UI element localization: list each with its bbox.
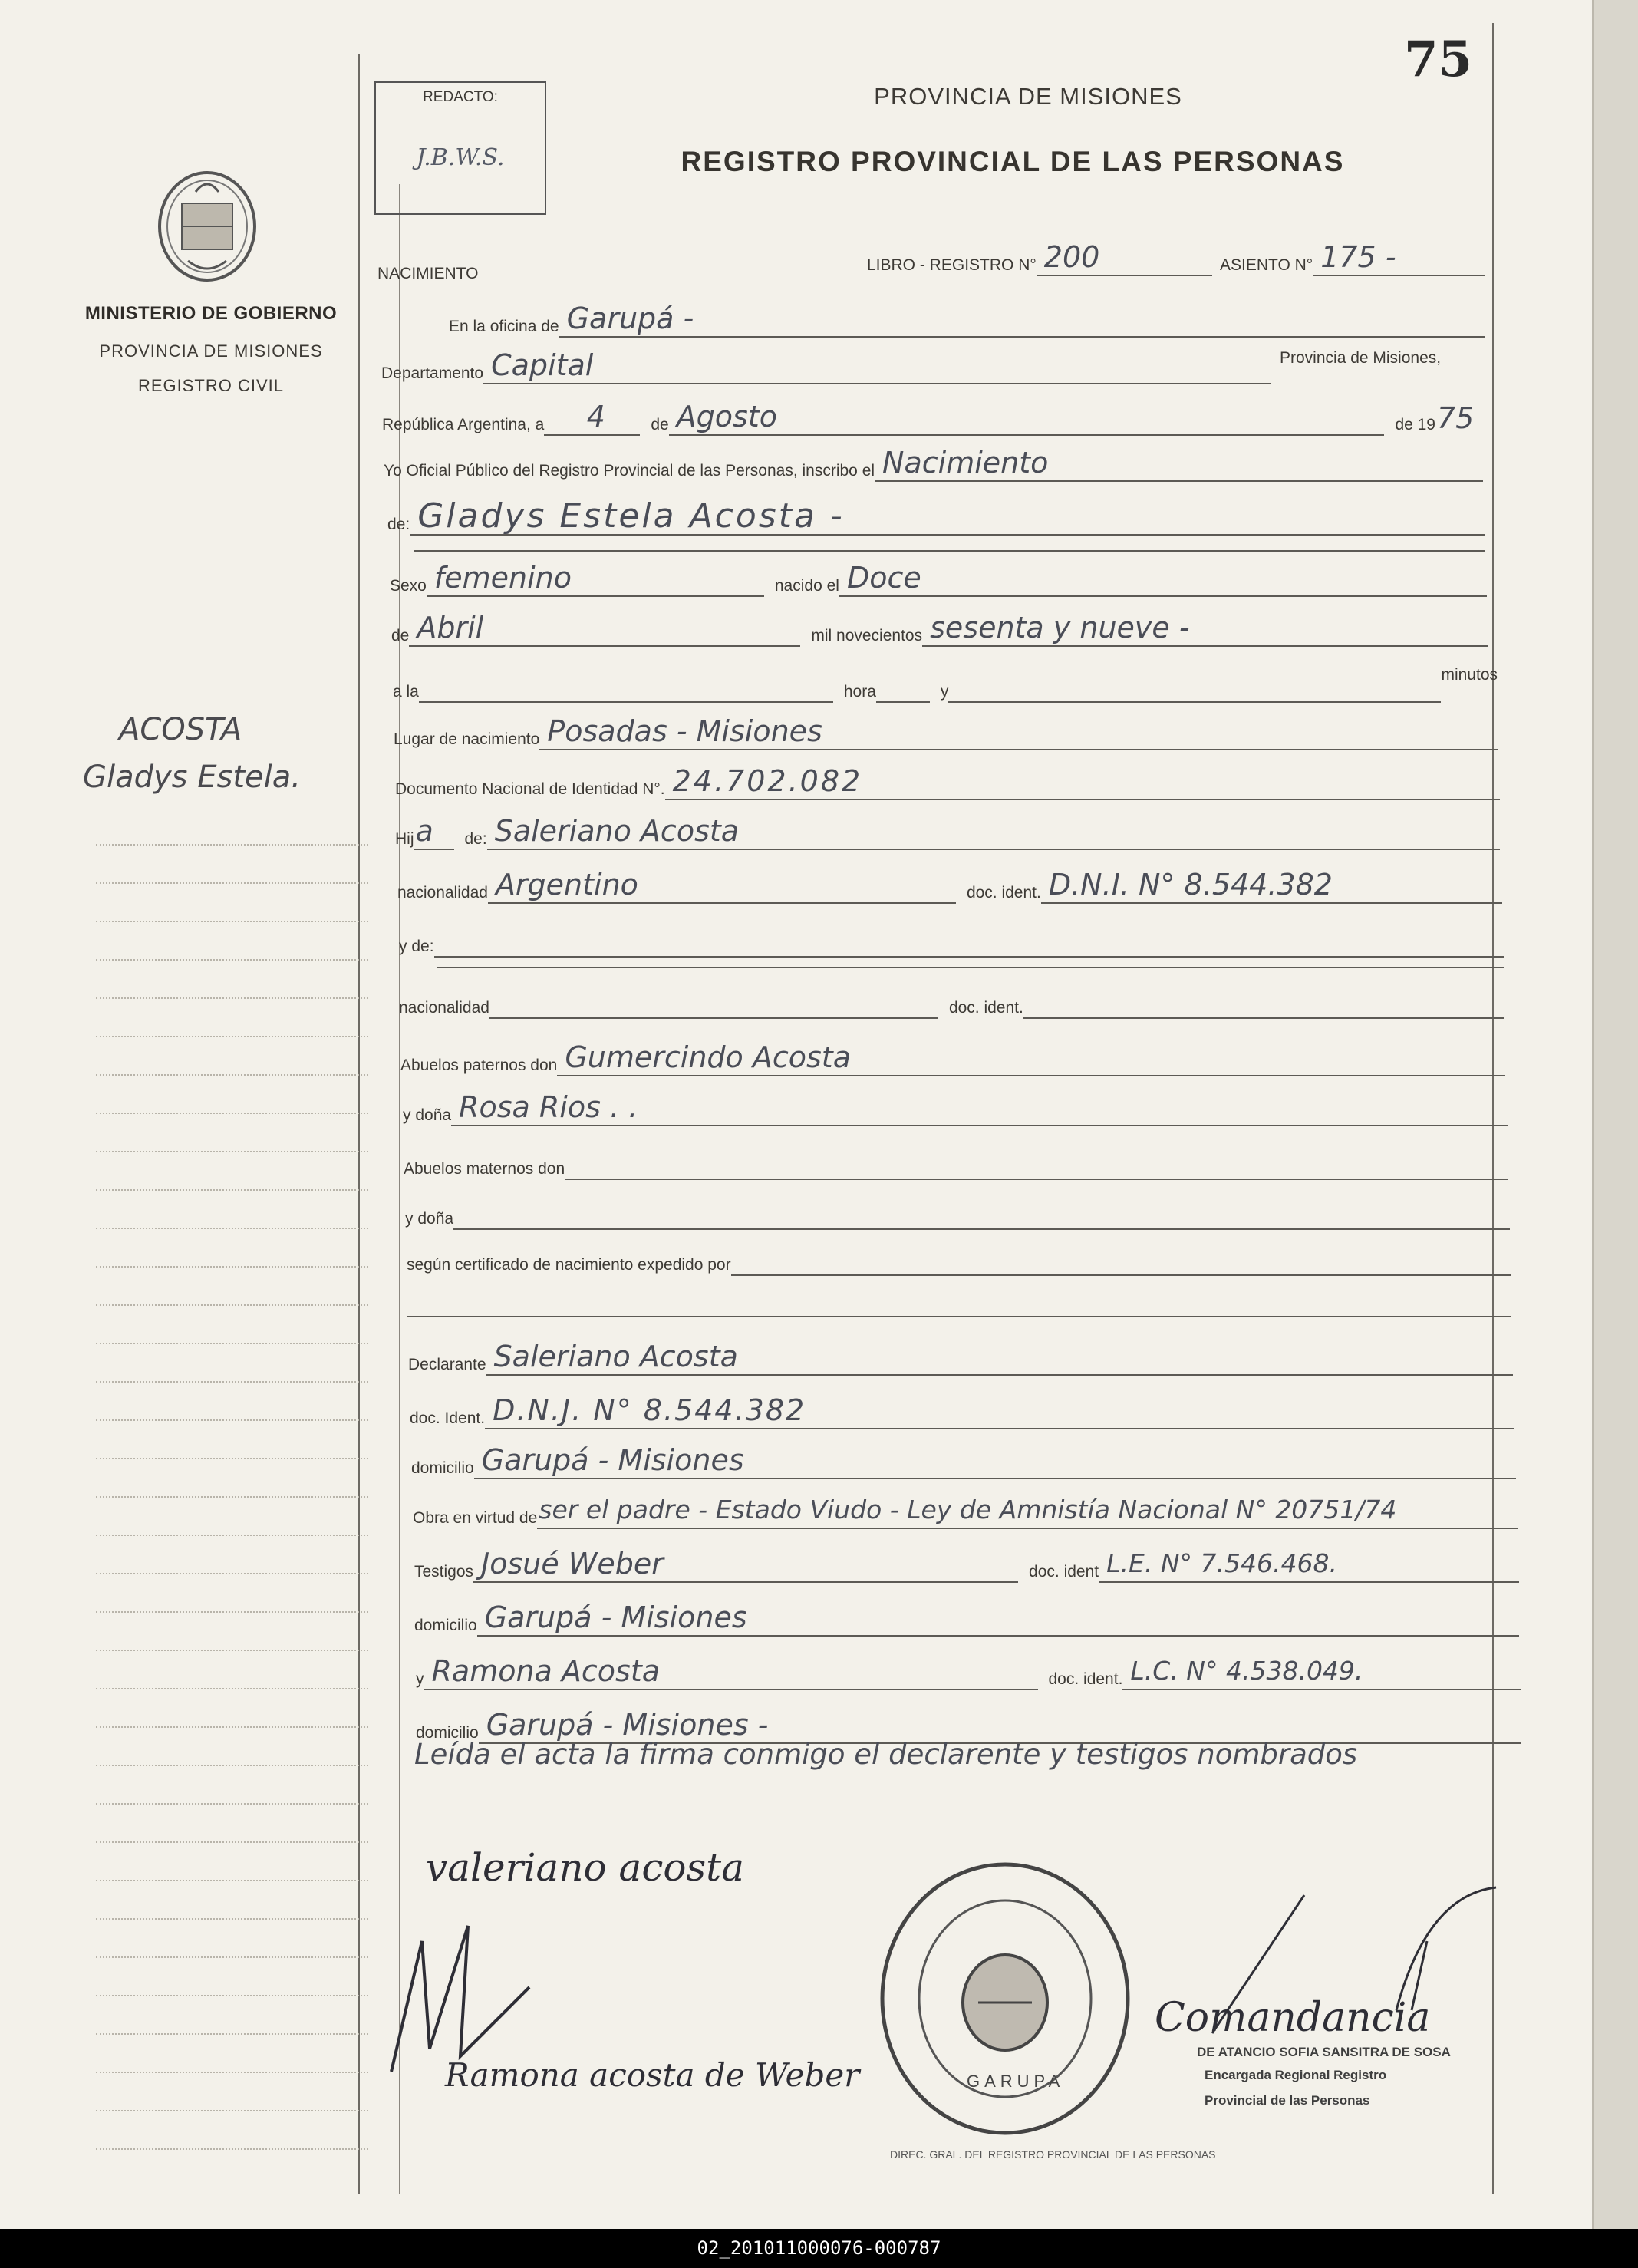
padre-value: Saleriano Acosta [487, 813, 1500, 850]
anio-label: de 19 [1395, 416, 1435, 433]
domicilio2-field [414, 1600, 1519, 1637]
asiento-value: 175 - [1313, 239, 1485, 276]
nacido-de-label: de [391, 627, 410, 644]
obra-field [413, 1492, 1518, 1529]
asiento-label: ASIENTO N° [1220, 256, 1313, 274]
abuelo-paterno-value: Gumercindo Acosta [557, 1040, 1505, 1076]
y-testigo-label: y [416, 1670, 424, 1688]
doc-declarante-label: doc. Ident. [410, 1409, 486, 1427]
nacido-value: Doce [839, 560, 1487, 597]
abuelos-paternos-label: Abuelos paternos don [400, 1057, 558, 1074]
doc-declarante-value: D.N.J. N° 8.544.382 [485, 1393, 1514, 1429]
section-label: NACIMIENTO [377, 265, 479, 282]
margin-line-outer [358, 54, 360, 2194]
y-dona1-label: y doña [403, 1106, 452, 1124]
testigos-label: Testigos [414, 1563, 474, 1581]
mil-value: sesenta y nueve - [922, 610, 1488, 647]
stamp-line-1: DE ATANCIO SOFIA SANSITRA DE SOSA [1197, 2045, 1451, 2059]
domicilio3-label: domicilio [416, 1724, 479, 1742]
oficina-label: En la oficina de [449, 318, 559, 335]
abuela-materna-field [405, 1193, 1510, 1230]
domicilio1-value: Garupá - Misiones [474, 1442, 1516, 1479]
abuelo-materno-field [404, 1143, 1508, 1180]
minutos-label: minutos [1441, 666, 1498, 684]
dni-label: Documento Nacional de Identidad N°. [395, 780, 665, 798]
testigo2-value: Ramona Acosta [424, 1653, 1038, 1690]
sexo-field [390, 560, 1487, 597]
nac1-value: Argentino [488, 867, 956, 904]
padre-label: de: [464, 830, 487, 848]
folio-number: 75 [1404, 31, 1473, 88]
libro-value: 200 [1037, 239, 1212, 276]
abuela-paterna-field [403, 1089, 1508, 1126]
nacionalidad-madre-field [399, 982, 1504, 1019]
oficial-signature-stroke-icon [1197, 1880, 1519, 2041]
madre-value [434, 921, 1504, 958]
ministry-province-label: PROVINCIA DE MISIONES [99, 341, 323, 361]
nacionalidad-padre-field [397, 867, 1502, 904]
declarante-field [408, 1339, 1513, 1376]
madre-field [399, 921, 1504, 958]
acto-field [384, 445, 1483, 482]
ministry-label: MINISTERIO DE GOBIERNO [84, 303, 338, 324]
civil-registry-label: REGISTRO CIVIL [137, 376, 285, 395]
y-de-label: y de: [399, 938, 434, 955]
stamp-line-3: Provincial de las Personas [1205, 2093, 1370, 2108]
hija-suffix: a [414, 813, 454, 850]
certificado-label: según certificado de nacimiento expedido por [407, 1256, 731, 1274]
departamento-label: Departamento [381, 364, 484, 382]
doc-t2-label: doc. ident. [1048, 1670, 1123, 1688]
certificado-value [731, 1239, 1511, 1276]
nombre-field [387, 499, 1485, 536]
de-mes-label: de [651, 416, 669, 433]
certificado-field [407, 1239, 1511, 1276]
minutos-value [948, 666, 1441, 703]
redacto-label: REDACTO: [423, 89, 498, 105]
oficial-signature: Comandancia [1155, 1995, 1431, 2041]
republica-label: República Argentina, a [382, 416, 545, 433]
nacido-label: nacido el [774, 577, 839, 595]
next-page-edge [1592, 0, 1638, 2229]
padre-field [395, 813, 1500, 850]
doc-t2-value: L.C. N° 4.538.049. [1122, 1653, 1521, 1690]
doc1-label: doc. ident. [966, 884, 1041, 902]
certificado-second-line [407, 1316, 1511, 1317]
abuela-paterna-value: Rosa Rios . . [451, 1089, 1508, 1126]
doc2-label: doc. ident. [948, 999, 1023, 1017]
closing-statement: Leída el acta la firma conmigo el declarente y testigos nombrados [414, 1738, 1358, 1771]
lugar-label: Lugar de nacimiento [394, 730, 540, 748]
header-registry-title: REGISTRO PROVINCIAL DE LAS PERSONAS [681, 146, 1345, 177]
oficina-value: Garupá - [559, 301, 1485, 338]
declarante-signature: valeriano acosta [426, 1845, 745, 1890]
nombre-label: de: [387, 516, 410, 533]
mil-label: mil novecientos [811, 627, 923, 644]
margin-line-inner [399, 184, 400, 2194]
a-la-value [419, 666, 833, 703]
a-la-label: a la [393, 683, 419, 701]
seal-city-text: GARUPA [967, 2072, 1065, 2091]
oficina-field [449, 301, 1485, 338]
declarante-value: Saleriano Acosta [486, 1339, 1513, 1376]
abuelos-maternos-label: Abuelos maternos don [404, 1160, 565, 1178]
domicilio1-field [411, 1442, 1516, 1479]
doc-declarante-field [410, 1393, 1514, 1429]
nacido-mes-field [391, 610, 1488, 647]
doc-t1-value: L.E. N° 7.546.468. [1099, 1546, 1519, 1583]
hora-label: hora [843, 683, 876, 701]
dia-value: 4 [544, 399, 640, 436]
obra-label: Obra en virtud de [413, 1509, 538, 1527]
mes-value: Agosto [669, 399, 1385, 436]
abuela-materna-value [453, 1193, 1510, 1230]
hora-field [393, 666, 1498, 703]
y-label: y [940, 683, 949, 701]
domicilio3-value: Garupá - Misiones - [479, 1707, 1521, 1744]
obra-value: ser el padre - Estado Viudo - Ley de Amnistía Nacional N° 20751/74 [537, 1492, 1518, 1529]
doc1-value: D.N.I. N° 8.544.382 [1041, 867, 1502, 904]
nombre-second-line [414, 550, 1485, 552]
margin-surname: ACOSTA [119, 712, 242, 747]
doc2-value [1023, 982, 1504, 1019]
header-province: PROVINCIA DE MISIONES [874, 83, 1182, 110]
testigo-signature: Ramona acosta de Weber [445, 2056, 860, 2094]
testigo2-field [416, 1653, 1521, 1690]
provincia-suffix: Provincia de Misiones, [1280, 349, 1442, 367]
dni-field [395, 763, 1500, 800]
hija-label: Hij [395, 830, 414, 848]
madre-second-line [437, 967, 1504, 968]
testigo1-field [414, 1546, 1519, 1583]
provincial-emblem-icon [150, 161, 265, 288]
nacido-mes-value: Abril [409, 610, 800, 647]
domicilio1-label: domicilio [411, 1459, 474, 1477]
seal-ring-text: DIREC. GRAL. DEL REGISTRO PROVINCIAL DE LAS PERSONAS [890, 2148, 1216, 2161]
abuelo-materno-value [565, 1143, 1508, 1180]
oficial-label: Yo Oficial Público del Registro Provincial de las Personas, inscribo el [384, 462, 875, 480]
lugar-field [394, 714, 1498, 750]
testigo1-value: Josué Weber [473, 1546, 1018, 1583]
lugar-value: Posadas - Misiones [539, 714, 1498, 750]
libro-label: LIBRO - REGISTRO N° [867, 256, 1037, 274]
stamp-line-2: Encargada Regional Registro [1205, 2068, 1387, 2082]
departamento-field [381, 348, 1271, 384]
y-dona2-label: y doña [405, 1210, 454, 1228]
anio-value: 75 [1437, 401, 1475, 435]
declarante-label: Declarante [408, 1356, 486, 1373]
doc-t1-label: doc. ident [1029, 1563, 1099, 1581]
nac1-label: nacionalidad [397, 884, 488, 902]
sexo-value: femenino [427, 560, 764, 597]
nac2-value [489, 982, 938, 1019]
registry-seal-icon [875, 1857, 1135, 2141]
margin-given-names: Gladys Estela. [83, 760, 301, 795]
libro-field [867, 239, 1212, 276]
acto-value: Nacimiento [875, 445, 1483, 482]
fecha-field [382, 399, 1483, 436]
domicilio2-value: Garupá - Misiones [477, 1600, 1519, 1637]
asiento-field [1220, 239, 1485, 276]
abuelo-paterno-field [400, 1040, 1505, 1076]
departamento-value: Capital [483, 348, 1271, 384]
redacto-value: J.B.W.S. [416, 144, 505, 171]
footer-id-bar: 02_201011000076-000787 [0, 2229, 1638, 2268]
domicilio2-label: domicilio [414, 1617, 477, 1634]
redacto-box [374, 81, 546, 215]
nac2-label: nacionalidad [399, 999, 489, 1017]
hora-value [876, 666, 930, 703]
sexo-label: Sexo [390, 577, 427, 595]
nombre-value: Gladys Estela Acosta - [410, 499, 1485, 536]
dni-value: 24.702.082 [665, 763, 1500, 800]
